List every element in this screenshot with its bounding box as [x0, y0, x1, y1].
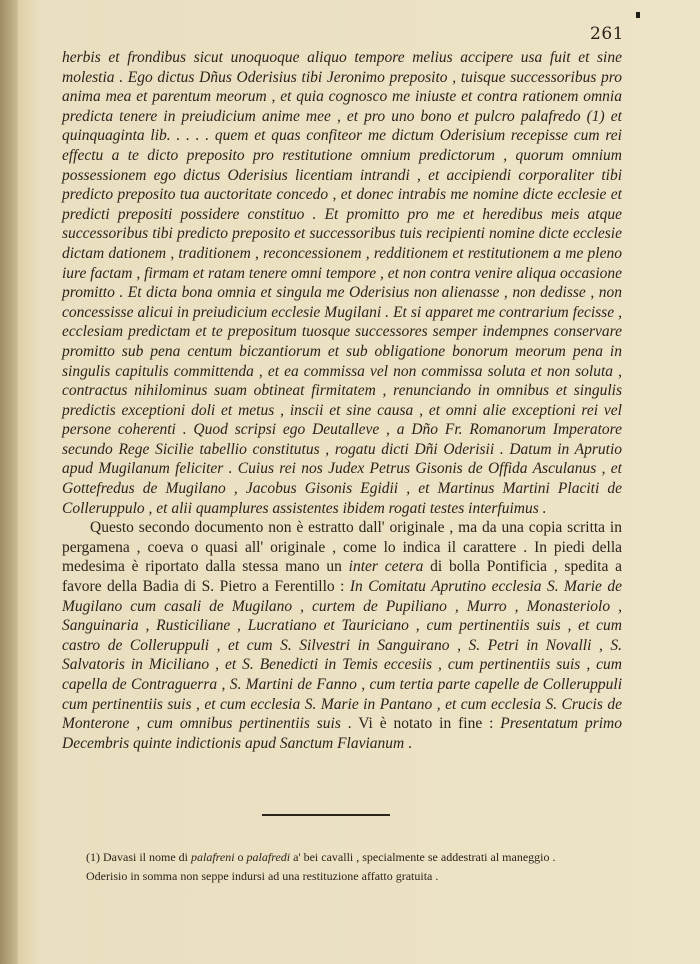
commentary-end: . [404, 734, 412, 752]
bull-quotation: In Comitatu Aprutino ecclesia S. Marie de Mugilano cum casali de Mugilano , curtem de Pupiliano , Murro , Monasteriolo , Sanguinaria , Rusticiliane , Lucratiano et Tauriciano , cum pertinentiis suis , et cum castro de Colleruppuli , et cum S. Silvestri in Sanguirano , S. Petri in Novalli , S. Salvatoris in Miciliano , et S. Benedicti in Temis eccesiis , cum pertinentiis suis , cum capella de Contraguerra , S. Martini de Fanno , cum tertia parte capelle de Colleruppuli cum pertinentiis suis , et cum ecclesia S. Marie in Pantano , et cum ecclesia S. Crucis de Monterone , cum omnibus pertinentiis suis [62, 578, 622, 733]
book-gutter [0, 0, 18, 964]
footnote-marker: (1) [86, 850, 100, 864]
footnote-line-2: Oderisio in somma non seppe indursi ad una restituzione affatto gratuita . [86, 868, 439, 883]
inter-cetera-phrase: inter cetera [348, 558, 424, 576]
latin-document-text: herbis et frondibus sicut unoquoque aliquo tempore melius accipere usa fuit et sine molestia . Ego dictus Dñus Oderisius tibi Jeronimo preposito , tuisque successoribus pro anima mea et parentum meorum , et quia cognosco me iniuste et contra rationem omnia predicta tenere in preiudicium anime mee , et pro uno bono et pulcro palafredo (1) et quinquaginta lib. . . . . quem et quas confiteor me dictum Oderisium recepisse cum rei effectu a te dicto preposito pro restitutione omnium predictorum , quorum omnium possessionem ego dictus Oderisius licentiam intrandi , et accipiendi corporaliter tibi predicto preposito tua auctoritate concedo , et donec intrabis me nomine dicte ecclesie et predicti prepositi possidere constituo . Et promitto pro me et heredibus meis atque successoribus tibi predicto preposito et successoribus tuis recipienti nomine dicte ecclesie dictam dationem , traditionem , reconcessionem , redditionem et restitutionem a me pleno iure factam , firmam et ratam tenere omni tempore , et non contra venire aliqua occasione promitto . Et dicta bona omnia et singula me Oderisius non alienasse , non dedisse , non concessisse alicui in preiudicium ecclesie Mugilani . Et si apparet me contrarium fecisse , ecclesiam predictam et te prepositum tuosque successores semper indempnes conservare promitto sub pena centum biczantiorum et sub obligatione bonorum meorum pena in singulis capitulis committenda , et ea commissa vel non commissa soluta et non soluta , contractus nihilominus suam obtineat firmitatem , renunciando in omnibus et singulis predictis exceptioni doli et metus , inscii et sine causa , et omni alie exceptioni rei vel persone coherenti . Quod scripsi ego Deutalleve , a Dño Fr. Romanorum Imperatore secundo Rege Sicilie tabellio constitutus , rogatu dicti Dñi Oderisii . Datum in Aprutio apud Mugilanum feliciter . Cuius rei nos Judex Petrus Gisonis de Offida Asculanus , et Gottefredus de Mugilano , Jacobus Gisonis Egidii , et Martinus Martini Placiti de Colleruppulo , et alii quamplures assistentes ibidem rogati testes interfuimus . [62, 49, 622, 517]
footnote-text: o [234, 850, 247, 864]
ink-mark [636, 12, 640, 18]
footnote [86, 848, 626, 885]
footnote-text: Davasi il nome di [100, 850, 191, 864]
footnote-rule [262, 814, 390, 816]
footnote-text: a' bei cavalli , specialmente se addestrati al maneggio . [290, 850, 556, 864]
commentary-lead: Questo secondo documento non è estratto dall' originale , ma da una copia scritta in pergamena , coeva o quasi all' originale , come lo indica il carattere . In piedi della medesima è riportato dalla stessa mano un [62, 519, 622, 576]
commentary-paragraph [62, 518, 622, 753]
footnote-term: palafredi [246, 850, 291, 864]
footnote-term: palafreni [190, 850, 235, 864]
closing-quotation: Presentatum primo Decembris quinte indictionis apud Sanctum Flavianum [62, 715, 622, 752]
commentary-middle: di bolla Pontificia , spedita a favore della Badia di S. Pietro a Ferentillo : [62, 558, 622, 596]
footnote-line-1 [86, 848, 626, 867]
page-number: 261 [590, 24, 624, 44]
commentary-noted: . Vi è notato in fine : [340, 715, 501, 733]
main-text [62, 48, 622, 753]
